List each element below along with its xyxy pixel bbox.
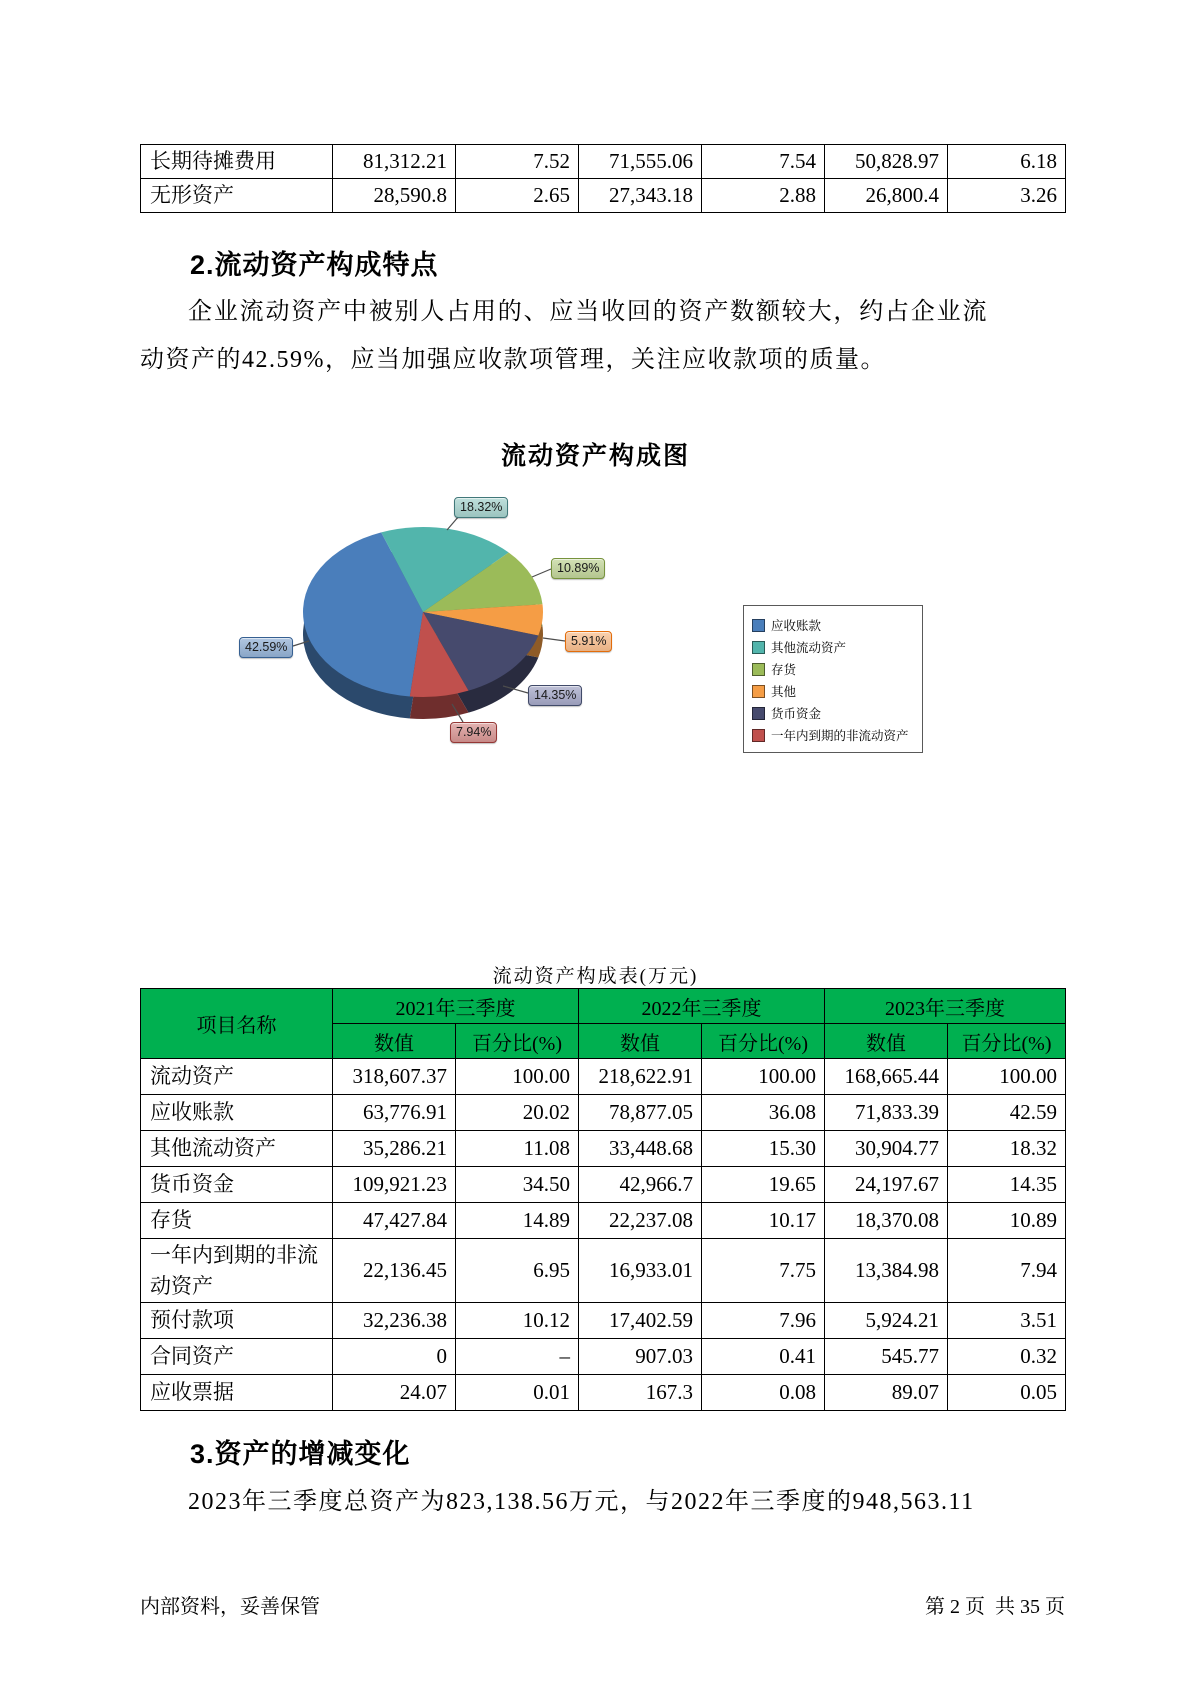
legend-color-swatch-icon (752, 685, 765, 698)
row-label-cell: 其他流动资产 (141, 1131, 333, 1167)
section-3-heading: 3.资产的增减变化 (190, 1439, 411, 1469)
legend-color-swatch-icon (752, 707, 765, 720)
row-value-cell: 47,427.84 (333, 1203, 456, 1239)
row-value-cell: 3.51 (948, 1303, 1066, 1339)
row-value-cell: 18.32 (948, 1131, 1066, 1167)
row-value-cell: 907.03 (579, 1339, 702, 1375)
legend-label: 其他 (771, 685, 797, 699)
row-value-cell: 0.32 (948, 1339, 1066, 1375)
row-label-cell: 流动资产 (141, 1059, 333, 1095)
legend-label: 应收账款 (771, 619, 822, 633)
row-label-cell: 应收账款 (141, 1095, 333, 1131)
chart-legend (743, 605, 923, 753)
legend-item (752, 724, 918, 746)
row-label-cell: 合同资产 (141, 1339, 333, 1375)
header-group-2021: 2021年三季度 (333, 989, 579, 1024)
header-value: 数值 (333, 1024, 456, 1059)
chart-title: 流动资产构成图 (500, 443, 690, 470)
legend-item (752, 702, 918, 724)
row-value-cell: 14.89 (456, 1203, 579, 1239)
top-table (140, 144, 1066, 213)
legend-color-swatch-icon (752, 619, 765, 632)
main-table-title: 流动资产构成表(万元) (492, 966, 699, 987)
legend-color-swatch-icon (752, 729, 765, 742)
header-percent: 百分比(%) (702, 1024, 825, 1059)
row-value-cell: 22,136.45 (333, 1239, 456, 1303)
row-value-cell: 167.3 (579, 1375, 702, 1411)
table-row (141, 1203, 1066, 1239)
row-value-cell: 100.00 (948, 1059, 1066, 1095)
footer-confidential-note: 内部资料，妥善保管 (140, 1596, 320, 1618)
row-label-cell: 预付款项 (141, 1303, 333, 1339)
row-value-cell: 16,933.01 (579, 1239, 702, 1303)
row-value-cell: 3.26 (948, 179, 1066, 213)
row-value-cell: 7.96 (702, 1303, 825, 1339)
callout-leader-line (447, 516, 459, 530)
row-value-cell: 24,197.67 (825, 1167, 948, 1203)
row-value-cell: 109,921.23 (333, 1167, 456, 1203)
row-value-cell: 34.50 (456, 1167, 579, 1203)
row-value-cell: 0.01 (456, 1375, 579, 1411)
row-value-cell: 24.07 (333, 1375, 456, 1411)
pie-percent-label: 14.35% (528, 685, 582, 706)
main-table-body (141, 1059, 1066, 1411)
row-value-cell: 32,236.38 (333, 1303, 456, 1339)
table-row (141, 1239, 1066, 1303)
row-value-cell: 0.05 (948, 1375, 1066, 1411)
row-value-cell: 42.59 (948, 1095, 1066, 1131)
row-value-cell: – (456, 1339, 579, 1375)
header-group-2022: 2022年三季度 (579, 989, 825, 1024)
table-row (141, 1339, 1066, 1375)
row-value-cell: 35,286.21 (333, 1131, 456, 1167)
table-row (141, 145, 1066, 179)
row-value-cell: 26,800.4 (825, 179, 948, 213)
legend-label: 存货 (771, 663, 797, 677)
row-value-cell: 2.88 (702, 179, 825, 213)
table-row (141, 1131, 1066, 1167)
row-value-cell: 318,607.37 (333, 1059, 456, 1095)
pie-percent-label: 10.89% (551, 558, 605, 579)
legend-label: 一年内到期的非流动资产 (771, 729, 909, 743)
row-value-cell: 6.18 (948, 145, 1066, 179)
legend-item (752, 614, 918, 636)
pie-percent-label: 18.32% (454, 497, 508, 518)
row-value-cell: 7.54 (702, 145, 825, 179)
legend-label: 货币资金 (771, 707, 822, 721)
callout-leader-line (532, 569, 551, 577)
section-2-paragraph: 企业流动资产中被别人占用的、应当收回的资产数额较大，约占企业流动资产的42.59%，应当加强应收款项管理，关注应收款项的质量。 (140, 299, 988, 373)
row-value-cell: 89.07 (825, 1375, 948, 1411)
table-row (141, 1167, 1066, 1203)
row-value-cell: 10.89 (948, 1203, 1066, 1239)
table-row (141, 1095, 1066, 1131)
row-value-cell: 7.75 (702, 1239, 825, 1303)
header-percent: 百分比(%) (948, 1024, 1066, 1059)
row-label-cell: 一年内到期的非流动资产 (141, 1239, 333, 1303)
header-group-2023: 2023年三季度 (825, 989, 1066, 1024)
row-label-cell: 长期待摊费用 (141, 145, 333, 179)
row-value-cell: 168,665.44 (825, 1059, 948, 1095)
row-label-cell: 货币资金 (141, 1167, 333, 1203)
table-row (141, 179, 1066, 213)
row-label-cell: 应收票据 (141, 1375, 333, 1411)
row-value-cell: 71,555.06 (579, 145, 702, 179)
row-value-cell: 50,828.97 (825, 145, 948, 179)
row-label-cell: 存货 (141, 1203, 333, 1239)
row-value-cell: 545.77 (825, 1339, 948, 1375)
pie-chart-block (0, 420, 1191, 865)
pie-percent-label: 5.91% (565, 631, 612, 652)
main-table (140, 988, 1066, 1411)
legend-color-swatch-icon (752, 663, 765, 676)
header-name: 项目名称 (141, 989, 333, 1059)
row-value-cell: 0.08 (702, 1375, 825, 1411)
row-value-cell: 0.41 (702, 1339, 825, 1375)
row-value-cell: 81,312.21 (333, 145, 456, 179)
footer-page-number: 第 2 页 共 35 页 (925, 1596, 1065, 1618)
row-label-cell: 无形资产 (141, 179, 333, 213)
top-table-body (141, 145, 1066, 213)
section-3-paragraph: 2023年三季度总资产为823,138.56万元，与2022年三季度的948,563.11 (188, 1489, 975, 1515)
row-value-cell: 78,877.05 (579, 1095, 702, 1131)
row-value-cell: 42,966.7 (579, 1167, 702, 1203)
row-value-cell: 6.95 (456, 1239, 579, 1303)
main-table-header (141, 989, 1066, 1059)
legend-item (752, 680, 918, 702)
row-value-cell: 100.00 (456, 1059, 579, 1095)
row-value-cell: 17,402.59 (579, 1303, 702, 1339)
row-value-cell: 13,384.98 (825, 1239, 948, 1303)
pie-percent-label: 42.59% (239, 637, 293, 658)
row-value-cell: 15.30 (702, 1131, 825, 1167)
row-value-cell: 18,370.08 (825, 1203, 948, 1239)
row-value-cell: 0 (333, 1339, 456, 1375)
row-value-cell: 10.12 (456, 1303, 579, 1339)
row-value-cell: 27,343.18 (579, 179, 702, 213)
legend-item (752, 658, 918, 680)
row-value-cell: 28,590.8 (333, 179, 456, 213)
row-value-cell: 7.52 (456, 145, 579, 179)
table-row (141, 1059, 1066, 1095)
row-value-cell: 7.94 (948, 1239, 1066, 1303)
row-value-cell: 218,622.91 (579, 1059, 702, 1095)
row-value-cell: 63,776.91 (333, 1095, 456, 1131)
legend-item (752, 636, 918, 658)
row-value-cell: 5,924.21 (825, 1303, 948, 1339)
section-2-heading: 2.流动资产构成特点 (190, 250, 439, 280)
row-value-cell: 2.65 (456, 179, 579, 213)
row-value-cell: 19.65 (702, 1167, 825, 1203)
header-value: 数值 (825, 1024, 948, 1059)
legend-color-swatch-icon (752, 641, 765, 654)
row-value-cell: 10.17 (702, 1203, 825, 1239)
row-value-cell: 20.02 (456, 1095, 579, 1131)
table-row (141, 1375, 1066, 1411)
header-value: 数值 (579, 1024, 702, 1059)
row-value-cell: 36.08 (702, 1095, 825, 1131)
row-value-cell: 33,448.68 (579, 1131, 702, 1167)
header-percent: 百分比(%) (456, 1024, 579, 1059)
row-value-cell: 71,833.39 (825, 1095, 948, 1131)
row-value-cell: 22,237.08 (579, 1203, 702, 1239)
row-value-cell: 14.35 (948, 1167, 1066, 1203)
callout-leader-line (543, 638, 565, 641)
row-value-cell: 30,904.77 (825, 1131, 948, 1167)
table-row (141, 1303, 1066, 1339)
row-value-cell: 100.00 (702, 1059, 825, 1095)
row-value-cell: 11.08 (456, 1131, 579, 1167)
pie-percent-label: 7.94% (450, 722, 497, 743)
legend-label: 其他流动资产 (771, 641, 847, 655)
